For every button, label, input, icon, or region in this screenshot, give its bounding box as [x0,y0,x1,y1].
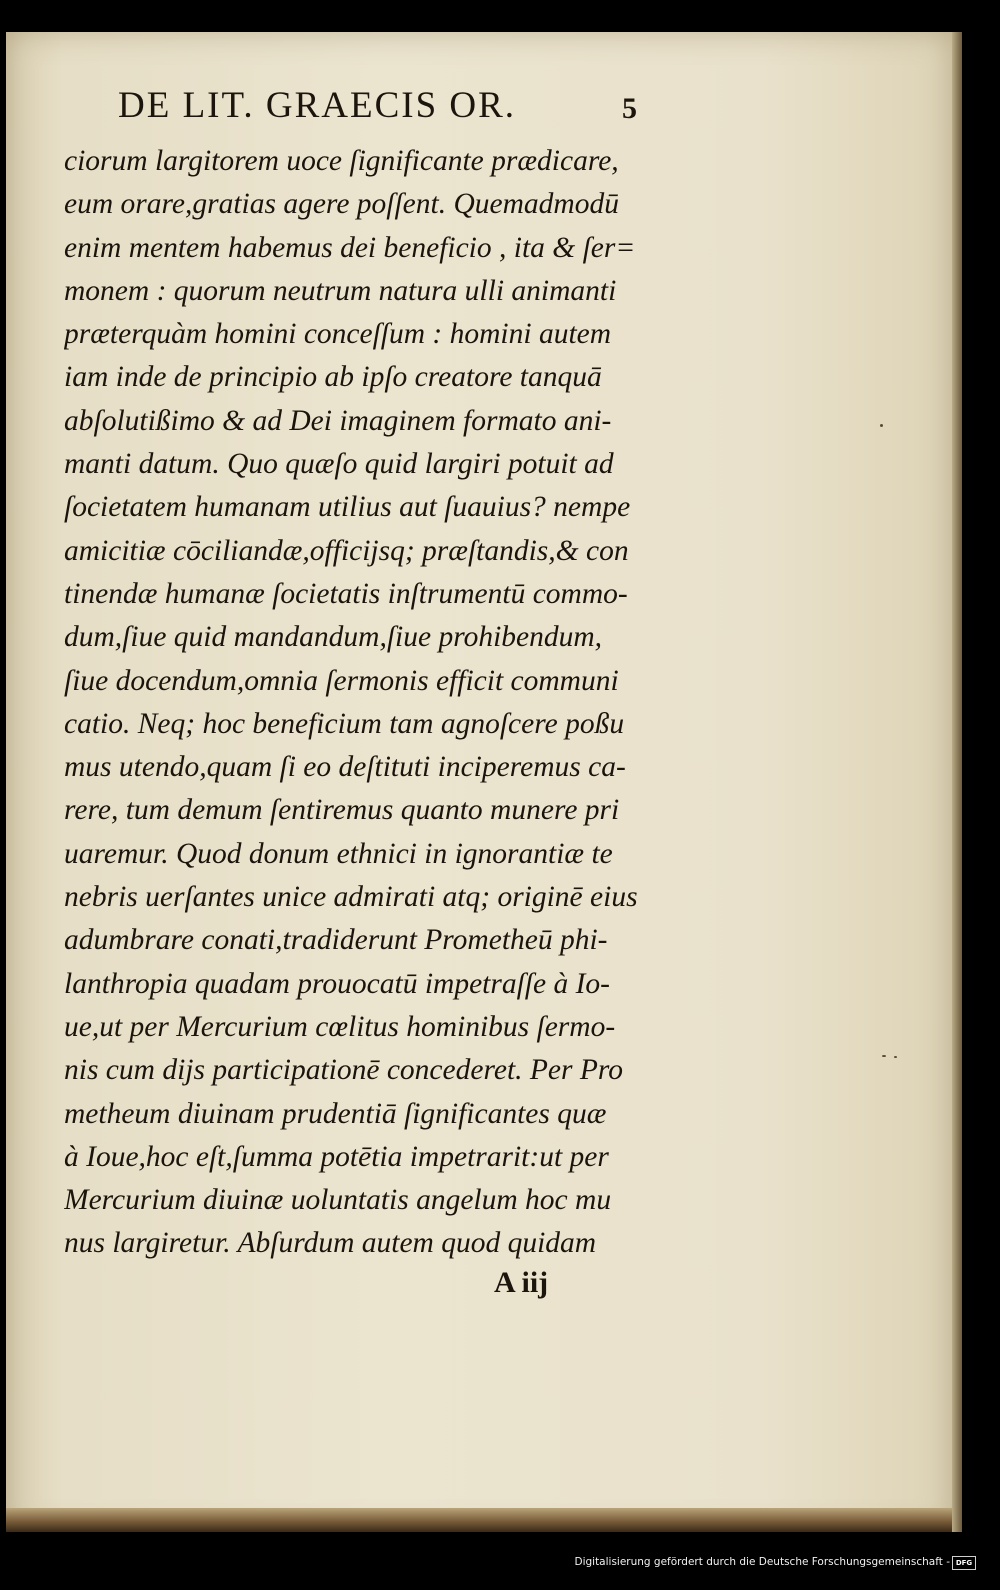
text-line: dum,ſiue quid mandandum,ſiue prohibendum, [64,621,603,654]
digitization-credit: Digitalisierung gefördert durch die Deutsche Forschungsgemeinschaft - [574,1556,950,1568]
text-line: abſolutißimo & ad Dei imaginem formato ani- [64,404,612,437]
text-line: amicitiæ cōciliandæ,officijsq; præſtandis,& con [64,534,629,567]
dfg-logo-icon: DFG [952,1556,976,1570]
page-edge-bottom [6,1508,952,1532]
text-line: præterquàm homini conceſſum : homini autem [64,318,612,351]
text-line: Mercurium diuinæ uoluntatis angelum hoc mu [64,1184,612,1217]
text-line: manti datum. Quo quæſo quid largiri potuit ad [64,448,614,481]
text-line: lanthropia quadam prouocatū impetraſſe à Io- [64,967,610,1000]
text-line: adumbrare conati,tradiderunt Prometheū phi- [64,924,608,957]
folio-number: 5 [622,92,637,125]
text-line: ſocietatem humanam utilius aut ſuauius? nempe [64,491,631,524]
paper-speck [894,1056,897,1058]
text-line: iam inde de principio ab ipſo creatore tanquā [64,361,602,394]
text-line: monem : quorum neutrum natura ulli animanti [64,274,617,307]
text-line: metheum diuinam prudentiā ſignificantes quæ [64,1097,607,1130]
text-line: tinendæ humanæ ſocietatis inſtrumentū commo- [64,577,628,610]
text-line: rere, tum demum ſentiremus quanto munere pri [64,794,620,827]
text-line: nus largiretur. Abſurdum autem quod quidam [64,1227,597,1260]
paper-speck [880,424,883,427]
text-line: ſiue docendum,omnia ſermonis efficit communi [64,664,619,697]
text-line: mus utendo,quam ſi eo deſtituti inciperemus ca- [64,751,626,784]
body-text [64,140,704,1266]
text-line: uaremur. Quod donum ethnici in ignorantiæ te [64,837,613,870]
text-line: à Ioue,hoc eſt,ſumma potētia impetrarit:ut per [64,1140,609,1173]
text-line: nis cum dijs participationē concederet. Per Pro [64,1054,624,1087]
text-line: enim mentem habemus dei beneficio , ita & ſer= [64,231,636,264]
page-edge-right [952,32,962,1532]
running-head: DE LIT. GRAECIS OR. [118,85,517,126]
paper-speck [882,1055,886,1057]
text-line: eum orare,gratias agere poſſent. Quemadmodū [64,188,619,221]
text-line: ue,ut per Mercurium cœlitus hominibus ſermo- [64,1010,616,1043]
signature-mark: A iij [494,1266,549,1299]
text-line: catio. Neq; hoc beneficium tam agnoſcere poßu [64,707,625,740]
text-line: nebris uerſantes unice admirati atq; originē eius [64,881,638,914]
text-line: ciorum largitorem uoce ſignificante prædicare, [64,145,619,177]
